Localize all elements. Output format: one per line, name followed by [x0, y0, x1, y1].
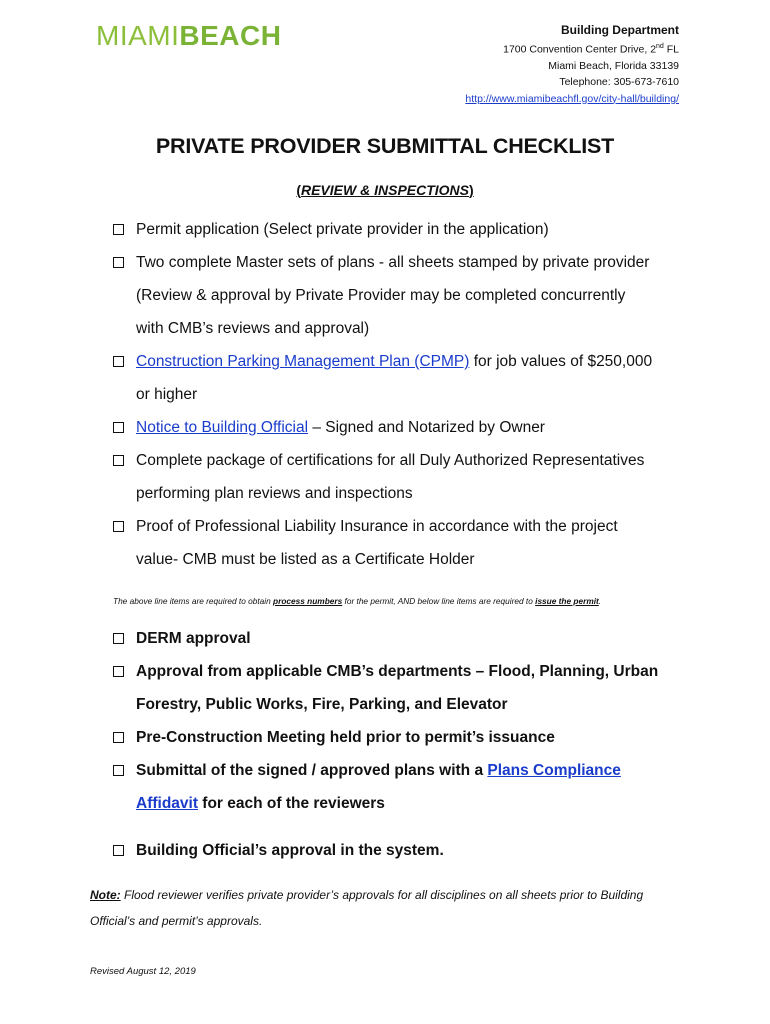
- note-text: Flood reviewer verifies private provider’s approvals for all disciplines on all sheets prior to Building: [120, 888, 644, 902]
- page-subtitle: [0, 182, 770, 198]
- department-address: [465, 22, 679, 107]
- note-emphasis: process numbers: [273, 596, 343, 606]
- subtitle-close-paren: ): [469, 182, 474, 198]
- item-line: Forestry, Public Works, Fire, Parking, and Elevator: [136, 696, 508, 713]
- department-website-link[interactable]: http://www.miamibeachfl.gov/city-hall/building/: [465, 92, 679, 105]
- notice-to-building-official-link[interactable]: Notice to Building Official: [136, 419, 309, 436]
- checkbox[interactable]: [113, 765, 124, 776]
- address-line-2: Miami Beach, Florida 33139: [548, 59, 679, 72]
- checkbox[interactable]: [113, 224, 124, 235]
- item-text: DERM approval: [136, 630, 251, 647]
- plans-compliance-affidavit-link[interactable]: Plans Compliance: [487, 762, 621, 779]
- item-line: Submittal of the signed / approved plans with a: [136, 762, 488, 779]
- floor-label: FL: [663, 43, 679, 55]
- cpmp-link[interactable]: Construction Parking Management Plan (CPMP): [136, 353, 470, 370]
- item-text: [136, 345, 696, 411]
- revision-date: Revised August 12, 2019: [90, 966, 196, 977]
- telephone: Telephone: 305-673-7610: [559, 76, 679, 88]
- item-text: [136, 754, 696, 820]
- item-line: performing plan reviews and inspections: [136, 485, 413, 502]
- item-line: with CMB’s reviews and approval): [136, 320, 370, 337]
- department-name: Building Department: [560, 23, 679, 37]
- item-line: Approval from applicable CMB’s departments – Flood, Planning, Urban: [136, 663, 659, 680]
- item-line: value- CMB must be listed as a Certificate Holder: [136, 551, 475, 568]
- note-emphasis: issue the permit: [535, 596, 599, 606]
- item-text: [136, 510, 696, 576]
- logo-beach: BEACH: [179, 20, 282, 51]
- checkbox[interactable]: [113, 356, 124, 367]
- item-line: for each of the reviewers: [198, 795, 385, 812]
- floor-suffix: nd: [656, 42, 664, 50]
- note-text: The above line items are required to obtain: [113, 596, 274, 606]
- note-label: Note:: [90, 888, 121, 902]
- item-text: [136, 411, 696, 444]
- item-line: Two complete Master sets of plans - all sheets stamped by private provider: [136, 254, 650, 271]
- logo-miami: MIAMI: [96, 20, 180, 51]
- plans-compliance-affidavit-link[interactable]: Affidavit: [136, 795, 198, 812]
- checkbox[interactable]: [113, 422, 124, 433]
- checkbox[interactable]: [113, 845, 124, 856]
- note-text: Official’s and permit’s approvals.: [90, 914, 263, 928]
- item-text: [136, 246, 696, 345]
- item-text: [136, 655, 696, 721]
- miami-beach-logo: [96, 22, 281, 50]
- item-line: – Signed and Notarized by Owner: [308, 419, 545, 436]
- item-text: Pre-Construction Meeting held prior to permit’s issuance: [136, 729, 555, 746]
- checkbox[interactable]: [113, 666, 124, 677]
- address-line-1: [465, 39, 679, 58]
- note-text: .: [598, 596, 602, 606]
- subtitle-open-paren: (: [296, 182, 301, 198]
- item-line: for job values of $250,000: [469, 353, 653, 370]
- page-title: PRIVATE PROVIDER SUBMITTAL CHECKLIST: [155, 134, 615, 158]
- checkbox[interactable]: [113, 257, 124, 268]
- item-text: Permit application (Select private provider in the application): [136, 221, 549, 238]
- checkbox[interactable]: [113, 732, 124, 743]
- item-line: or higher: [136, 386, 198, 403]
- item-text: Building Official’s approval in the system.: [136, 842, 444, 859]
- flood-reviewer-note: [90, 882, 690, 934]
- item-text: [136, 444, 696, 510]
- item-line: Complete package of certifications for all Duly Authorized Representatives: [136, 452, 645, 469]
- subtitle-text: REVIEW & INSPECTIONS: [300, 182, 470, 198]
- checkbox[interactable]: [113, 455, 124, 466]
- checkbox[interactable]: [113, 521, 124, 532]
- note-text: for the permit, AND below line items are required to: [342, 596, 536, 606]
- process-number-note: [113, 596, 673, 606]
- address-street: 1700 Convention Center Drive, 2: [503, 43, 657, 55]
- checkbox[interactable]: [113, 633, 124, 644]
- item-line: Proof of Professional Liability Insurance in accordance with the project: [136, 518, 618, 535]
- item-line: (Review & approval by Private Provider may be completed concurrently: [136, 287, 626, 304]
